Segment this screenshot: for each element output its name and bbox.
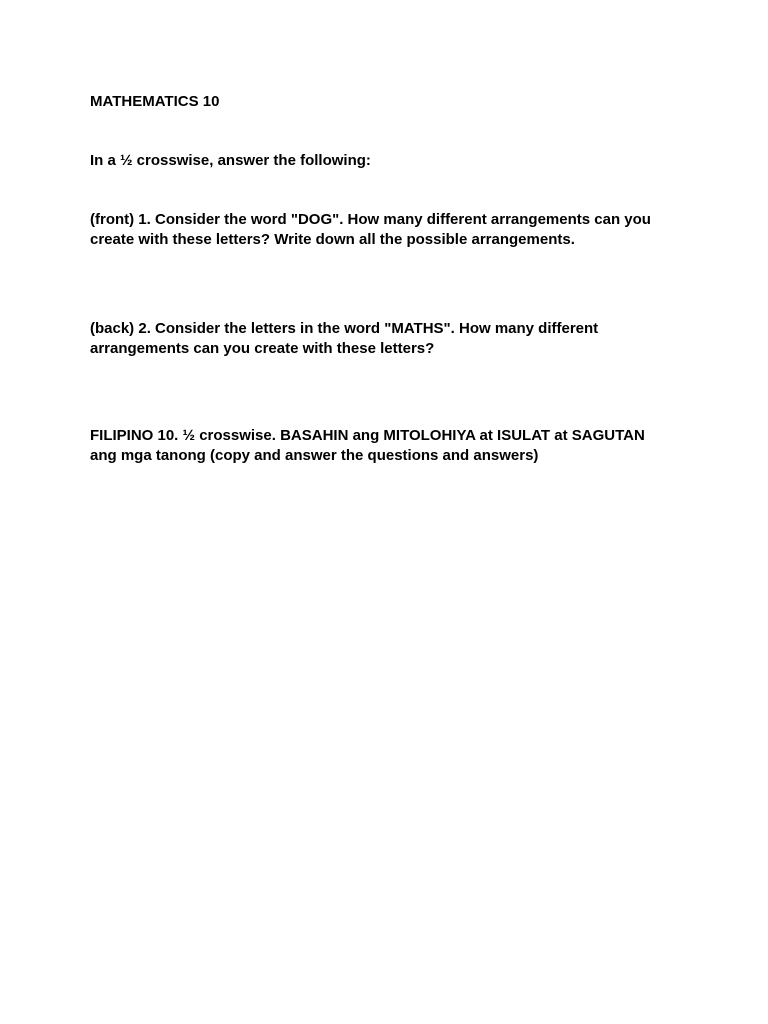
general-instruction-text: In a ½ crosswise, answer the following: [90,152,371,169]
question-1-line: create with these letters? Write down all the possible arrangements. [90,231,575,248]
filipino-instruction [90,426,690,466]
question-2 [90,319,690,359]
subject-title-text: MATHEMATICS 10 [90,93,220,110]
question-2-line: arrangements can you create with these letters? [90,340,435,357]
question-1-line: (front) 1. Consider the word "DOG". How many different arrangements can you [90,211,651,228]
filipino-instruction-line: FILIPINO 10. ½ crosswise. BASAHIN ang MITOLOHIYA at ISULAT at SAGUTAN [90,427,645,444]
question-1 [90,210,690,250]
general-instruction [90,151,690,171]
subject-title [90,92,690,112]
filipino-instruction-line: ang mga tanong (copy and answer the questions and answers) [90,447,539,464]
question-2-line: (back) 2. Consider the letters in the word "MATHS". How many different [90,320,599,337]
